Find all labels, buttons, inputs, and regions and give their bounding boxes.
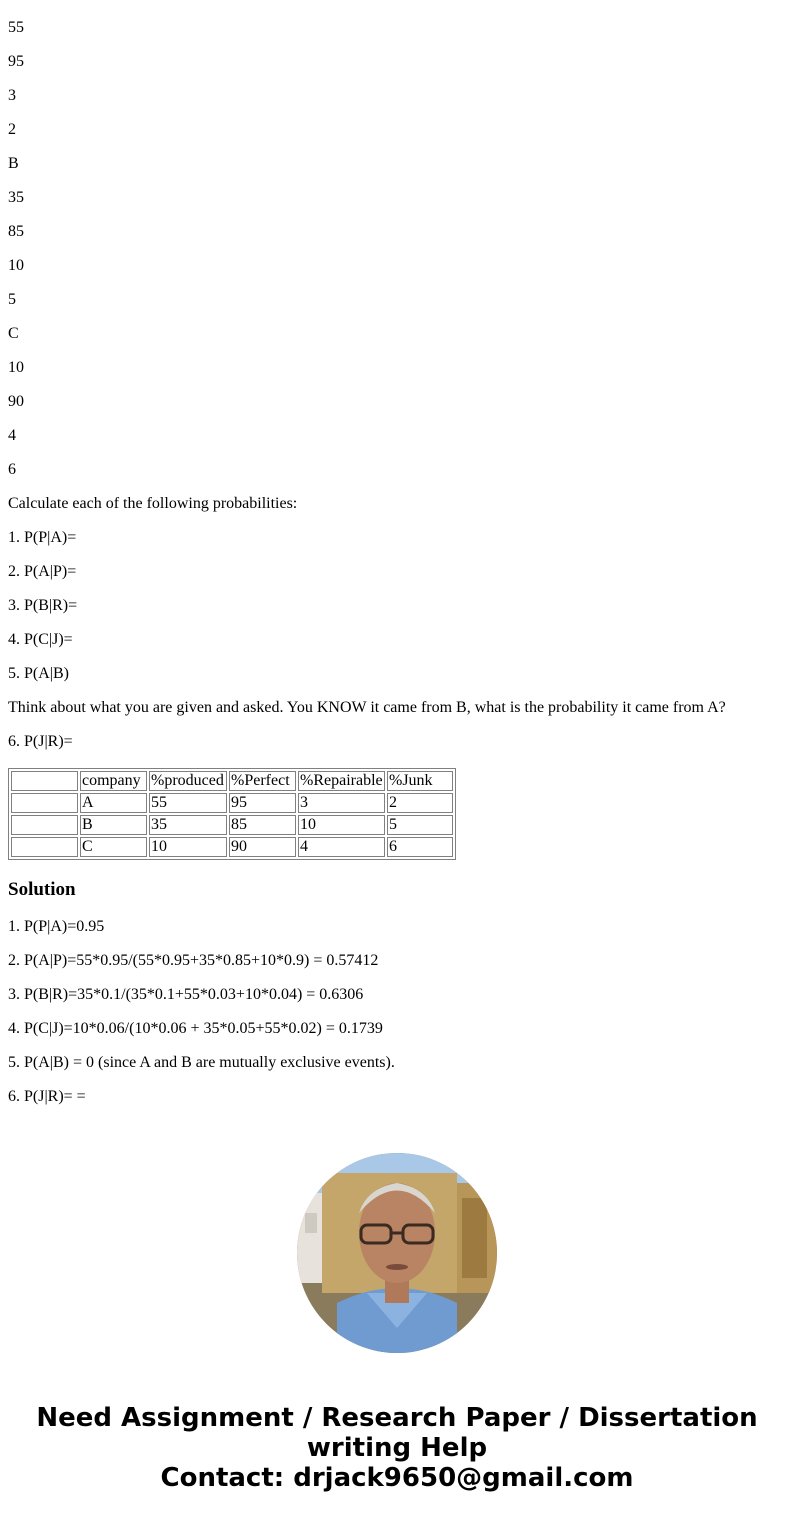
banner-line: writing Help [306,1433,488,1463]
table-cell: 6 [387,837,453,857]
table-cell: 85 [229,815,296,835]
table-cell [11,815,78,835]
question-intro: Calculate each of the following probabilities: [8,495,298,512]
table-cell: C [80,837,147,857]
solution-item: 2. P(A|P)=55*0.95/(55*0.95+35*0.85+10*0.9) = 0.57412 [8,952,379,969]
question-item: 5. P(A|B) [8,665,69,682]
table-cell: 5 [387,815,453,835]
solution-item: 6. P(J|R)= = [8,1088,86,1105]
question-item: 1. P(P|A)= [8,529,77,546]
text-line: 3 [8,87,16,104]
text-line: 55 [8,19,24,36]
text-line: 5 [8,291,16,308]
table-cell: 2 [387,793,453,813]
table-row [11,815,453,835]
contact-email: Contact: drjack9650@gmail.com [160,1463,634,1493]
contact-banner [0,1403,794,1493]
question-hint: Think about what you are given and asked. You KNOW it came from B, what is the probability it came from A? [8,699,726,716]
text-line: 85 [8,223,24,240]
text-line: C [8,325,19,342]
text-line: 90 [8,393,24,410]
author-portrait [297,1153,497,1353]
question-item: 3. P(B|R)= [8,597,78,614]
question-item: 4. P(C|J)= [8,631,73,648]
text-line: 10 [8,257,24,274]
solution-item: 4. P(C|J)=10*0.06/(10*0.06 + 35*0.05+55*0.02) = 0.1739 [8,1020,383,1037]
table-cell: 4 [298,837,385,857]
text-line: 6 [8,461,16,478]
table-cell [11,793,78,813]
text-line: 95 [8,53,24,70]
table-cell: %Junk [387,771,453,791]
table-cell: %Repairable [298,771,385,791]
data-table [8,768,456,860]
table-cell: A [80,793,147,813]
table-cell: 55 [149,793,227,813]
solution-item: 5. P(A|B) = 0 (since A and B are mutually exclusive events). [8,1054,395,1071]
table-cell: 95 [229,793,296,813]
author-avatar [297,1153,497,1353]
table-row [11,837,453,857]
text-line: 10 [8,359,24,376]
table-cell: B [80,815,147,835]
text-line: B [8,155,19,172]
table-cell: %produced [149,771,227,791]
table-cell: %Perfect [229,771,296,791]
table-cell: company [80,771,147,791]
text-line: 4 [8,427,16,444]
table-cell: 3 [298,793,385,813]
table-row [11,771,453,791]
table-cell [11,771,78,791]
solution-item: 3. P(B|R)=35*0.1/(35*0.1+55*0.03+10*0.04) = 0.6306 [8,986,364,1003]
table-row [11,793,453,813]
table-cell [11,837,78,857]
solution-heading: Solution [8,879,76,900]
table-cell: 35 [149,815,227,835]
question-item: 6. P(J|R)= [8,733,73,750]
table-cell: 90 [229,837,296,857]
text-line: 2 [8,121,16,138]
table-cell: 10 [149,837,227,857]
text-line: 35 [8,189,24,206]
banner-line: Need Assignment / Research Paper / Dissertation [36,1403,758,1433]
solution-item: 1. P(P|A)=0.95 [8,918,105,935]
question-item: 2. P(A|P)= [8,563,77,580]
table-cell: 10 [298,815,385,835]
